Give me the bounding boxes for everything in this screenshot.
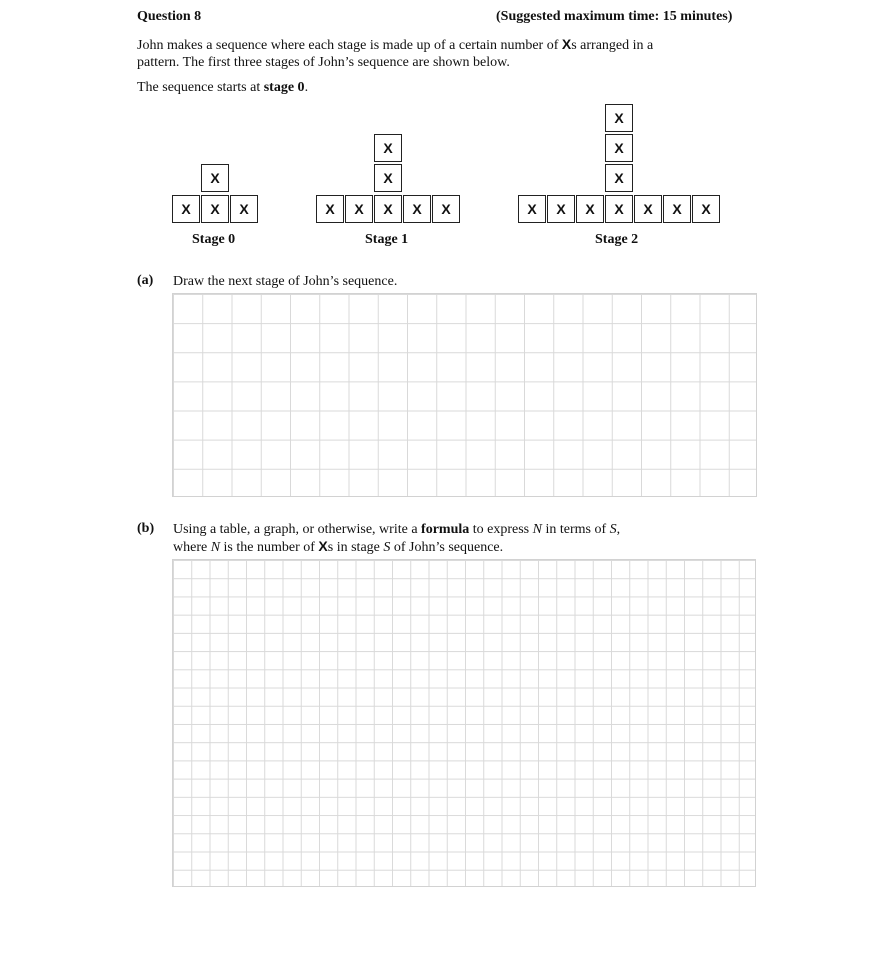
stage-0-label: Stage 0 [192, 232, 236, 247]
part-b-text [173, 521, 763, 556]
part-b-text-pre: Using a table, a graph, or otherwise, write a [173, 522, 422, 537]
part-b-label: (b) [137, 521, 155, 536]
stage-cell: X [201, 164, 229, 192]
part-b-line2-mid2: s in stage [327, 540, 384, 555]
stage-cell: X [201, 195, 229, 223]
intro-text-3: pattern. The first three stages of John’s sequence are shown below. [137, 55, 510, 70]
stage-cell: X [663, 195, 691, 223]
stage-cell: X [230, 195, 258, 223]
stage-cell: X [547, 195, 575, 223]
part-a-text: Draw the next stage of John’s sequence. [173, 274, 398, 289]
start-stage-bold: stage 0 [263, 80, 305, 95]
stage-cell: X [605, 134, 633, 162]
intro-text-1: John makes a sequence where each stage is made up of a certain number of [137, 38, 562, 53]
stage-cell: X [692, 195, 720, 223]
stage-cell: X [403, 195, 431, 223]
part-a-label: (a) [137, 273, 154, 288]
stage-cell: X [374, 164, 402, 192]
start-statement [137, 79, 747, 96]
stage-cell: X [432, 195, 460, 223]
stage-cell: X [172, 195, 200, 223]
intro-text-2: s arranged in a [571, 38, 654, 53]
question-title: Question 8 [137, 9, 202, 24]
var-n: N [532, 522, 542, 537]
stage-1-label: Stage 1 [365, 232, 409, 247]
part-b-line2-pre: where [173, 540, 211, 555]
stage-cell: X [518, 195, 546, 223]
stage-cell: X [605, 104, 633, 132]
x-symbol: X [561, 36, 572, 52]
start-text-post: . [304, 80, 309, 95]
stage-cell: X [576, 195, 604, 223]
stage-cell: X [605, 195, 633, 223]
part-a-answer-grid[interactable] [172, 293, 757, 497]
part-b-answer-grid[interactable] [172, 559, 756, 887]
part-b-line2-mid: is the number of [220, 540, 319, 555]
var-s: S [609, 522, 617, 537]
stage-cell: X [316, 195, 344, 223]
var-s-2: S [383, 540, 391, 555]
stage-2-label: Stage 2 [595, 232, 639, 247]
part-b-text-end: , [616, 522, 621, 537]
stage-cell: X [605, 164, 633, 192]
x-symbol-2: X [318, 538, 328, 554]
stage-cell: X [374, 195, 402, 223]
part-b-text-mid2: in terms of [541, 522, 610, 537]
part-b-line2-post: of John’s sequence. [390, 540, 504, 555]
var-n-2: N [210, 540, 221, 555]
start-text-pre: The sequence starts at [137, 80, 264, 95]
stage-cell: X [634, 195, 662, 223]
stage-cell: X [374, 134, 402, 162]
stage-cell: X [345, 195, 373, 223]
suggested-time: (Suggested maximum time: 15 minutes) [496, 9, 733, 24]
formula-bold: formula [421, 522, 470, 537]
part-b-text-mid: to express [469, 522, 533, 537]
intro-paragraph [137, 36, 747, 71]
